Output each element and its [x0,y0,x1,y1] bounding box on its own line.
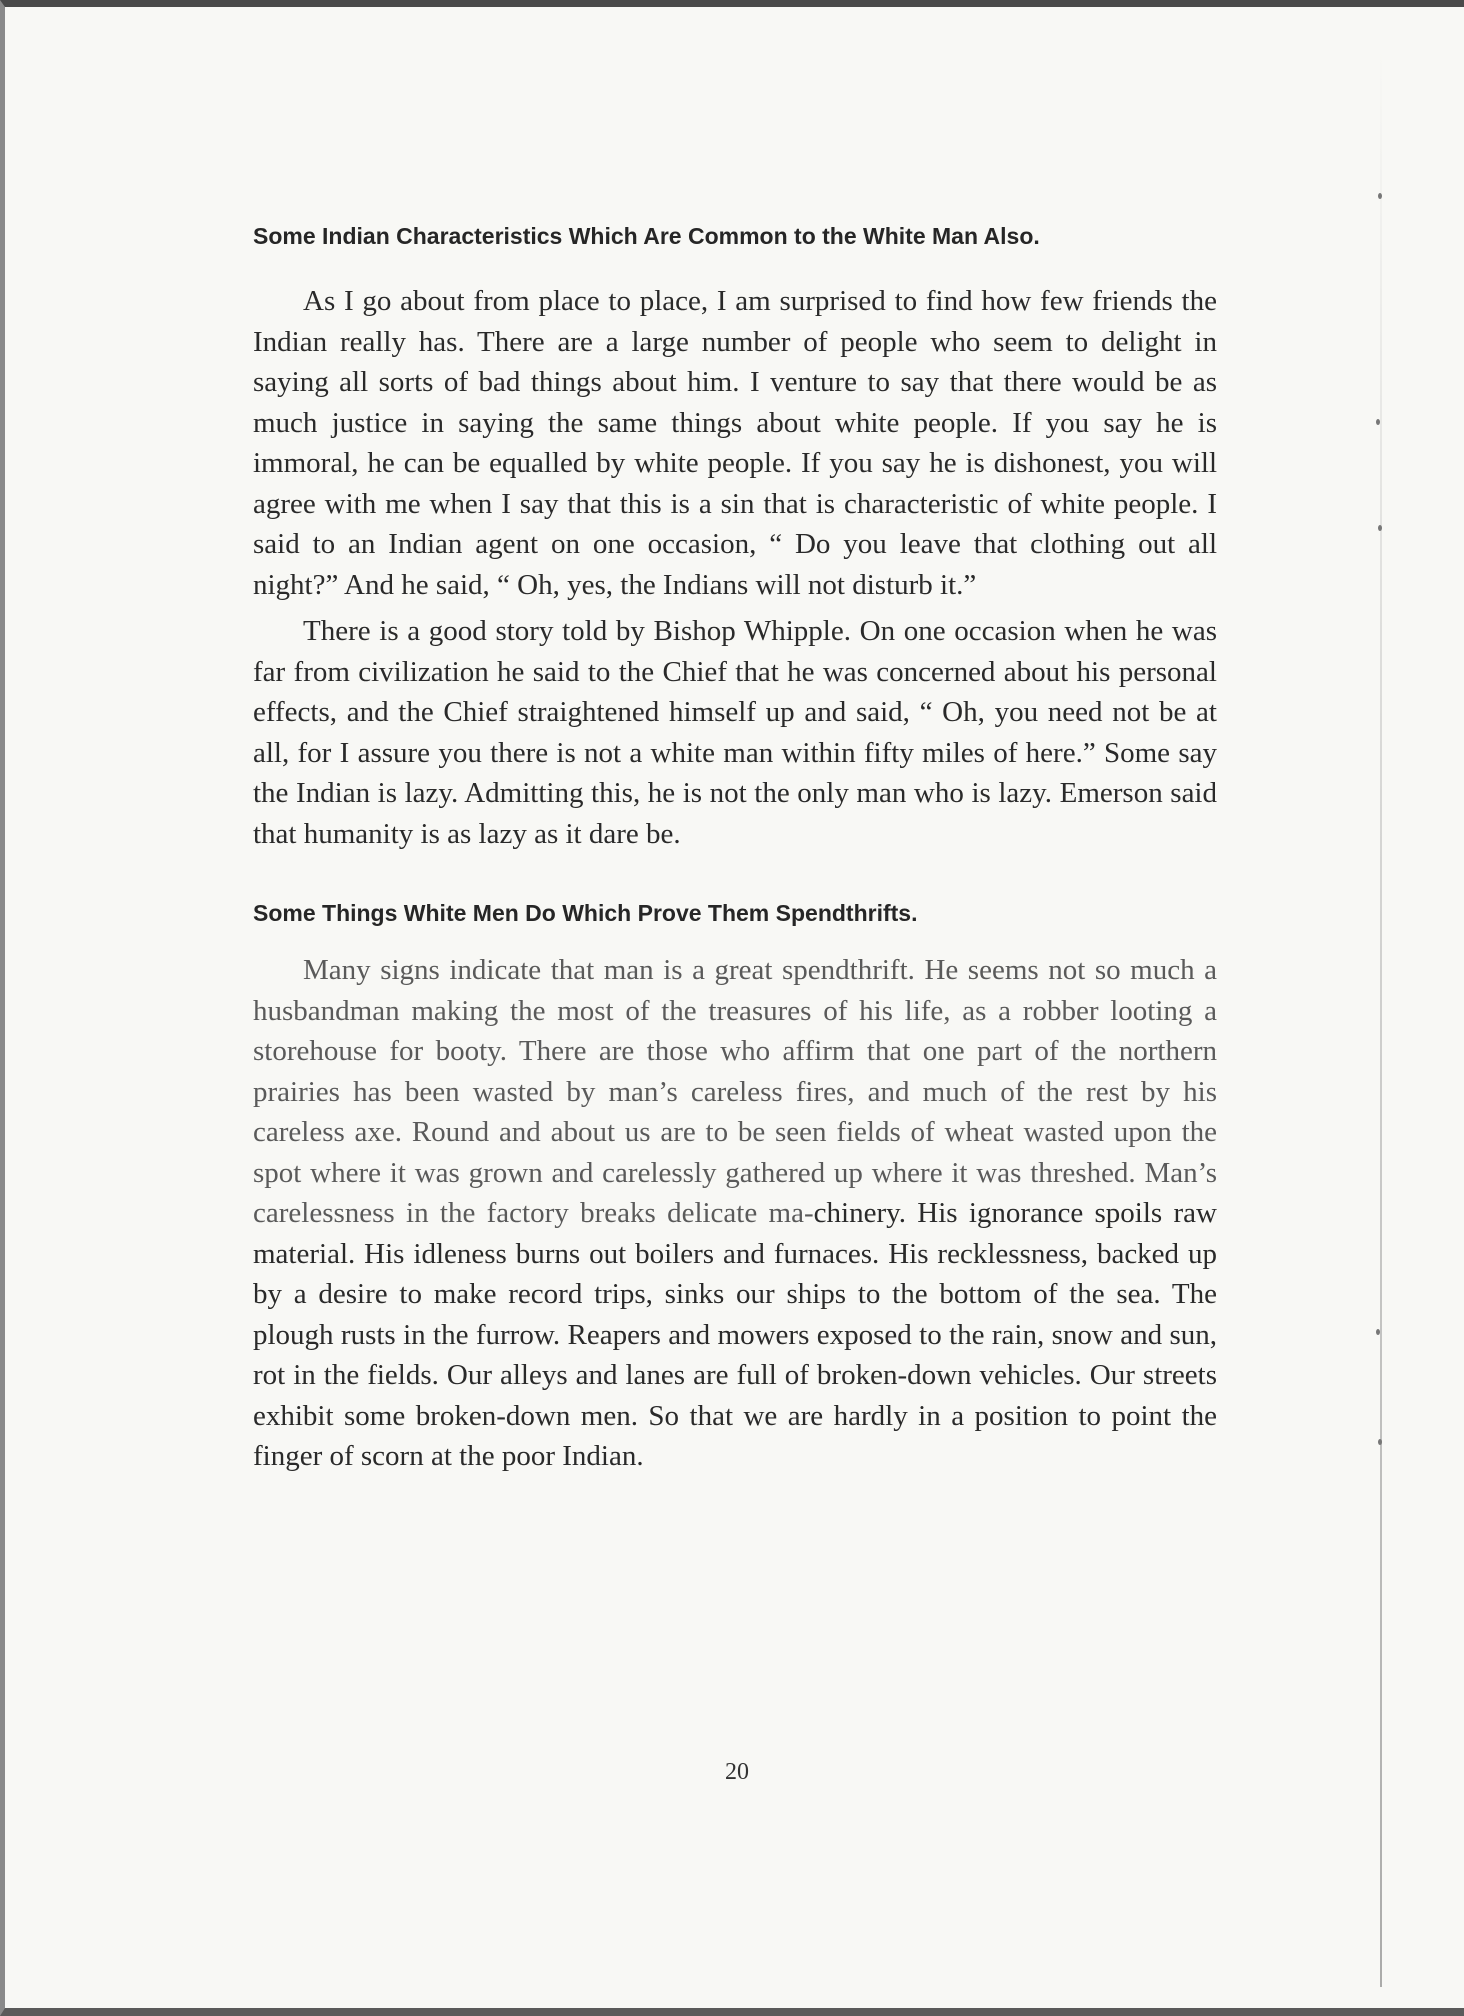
page-content [253,219,1217,1477]
section-spendthrifts [253,896,1217,1477]
section-heading: Some Indian Characteristics Which Are Common to the White Man Also. [253,223,1040,249]
body-paragraph [253,950,1217,1477]
page-number: 20 [725,1759,749,1785]
scan-speck [1376,1329,1380,1335]
faded-text-run: Many signs indicate that man is a great spendthrift. He seems not so much a husbandman making the most of the treasures of his life, as a robber looting a storehouse for booty. There are those who affirm that one part of the northern prairies has been wasted by man’s careless fires, and much of the rest by his careless axe. Round and about us are to be seen fields of wheat wasted upon the spot where it was grown and carelessly gathered up where it was threshed. Man’s carelessness in the factory breaks delicate ma- [253,954,1217,1229]
body-paragraph: There is a good story told by Bishop Whipple. On one occasion when he was far from civilization he said to the Chief that he was concerned about his personal effects, and the Chief straightened himself up and said, “ Oh, you need not be at all, for I assure you there is not a white man within fifty miles of here.” Some say the Indian is lazy. Admitting this, he is not the only man who is lazy. Emerson said that humanity is as lazy as it dare be. [253,615,1217,850]
body-paragraph: As I go about from place to place, I am surprised to find how few friends the Indian really has. There are a large number of people who seem to delight in saying all sorts of bad things about him. I venture to say that there would be as much justice in saying the same things about white people. If you say he is immoral, he can be equalled by white people. If you say he is dishonest, you will agree with me when I say that this is a sin that is characteristic of white people. I said to an Indian agent on one occasion, “ Do you leave that clothing out all night?” And he said, “ Oh, yes, the Indians will not disturb it.” [253,285,1217,601]
section-indian-characteristics [253,219,1217,854]
scan-speck [1378,193,1382,199]
scan-speck [1378,525,1382,531]
scan-speck [1378,1439,1382,1445]
text-run: chinery. His ignorance spoils raw material. His idleness burns out boilers and furnaces. His recklessness, backed up by a desire to make record trips, sinks our ships to the bottom of the sea. The plough rusts in the furrow. Reapers and mowers exposed to the rain, snow and sun, rot in the fields. Our alleys and lanes are full of broken-down vehicles. Our streets exhibit some broken-down men. So that we are hardly in a position to point the finger of scorn at the poor Indian. [253,1197,1217,1472]
scan-speck [1376,419,1380,425]
page-gutter [1380,47,1382,1987]
section-heading: Some Things White Men Do Which Prove Them Spendthrifts. [253,900,918,926]
